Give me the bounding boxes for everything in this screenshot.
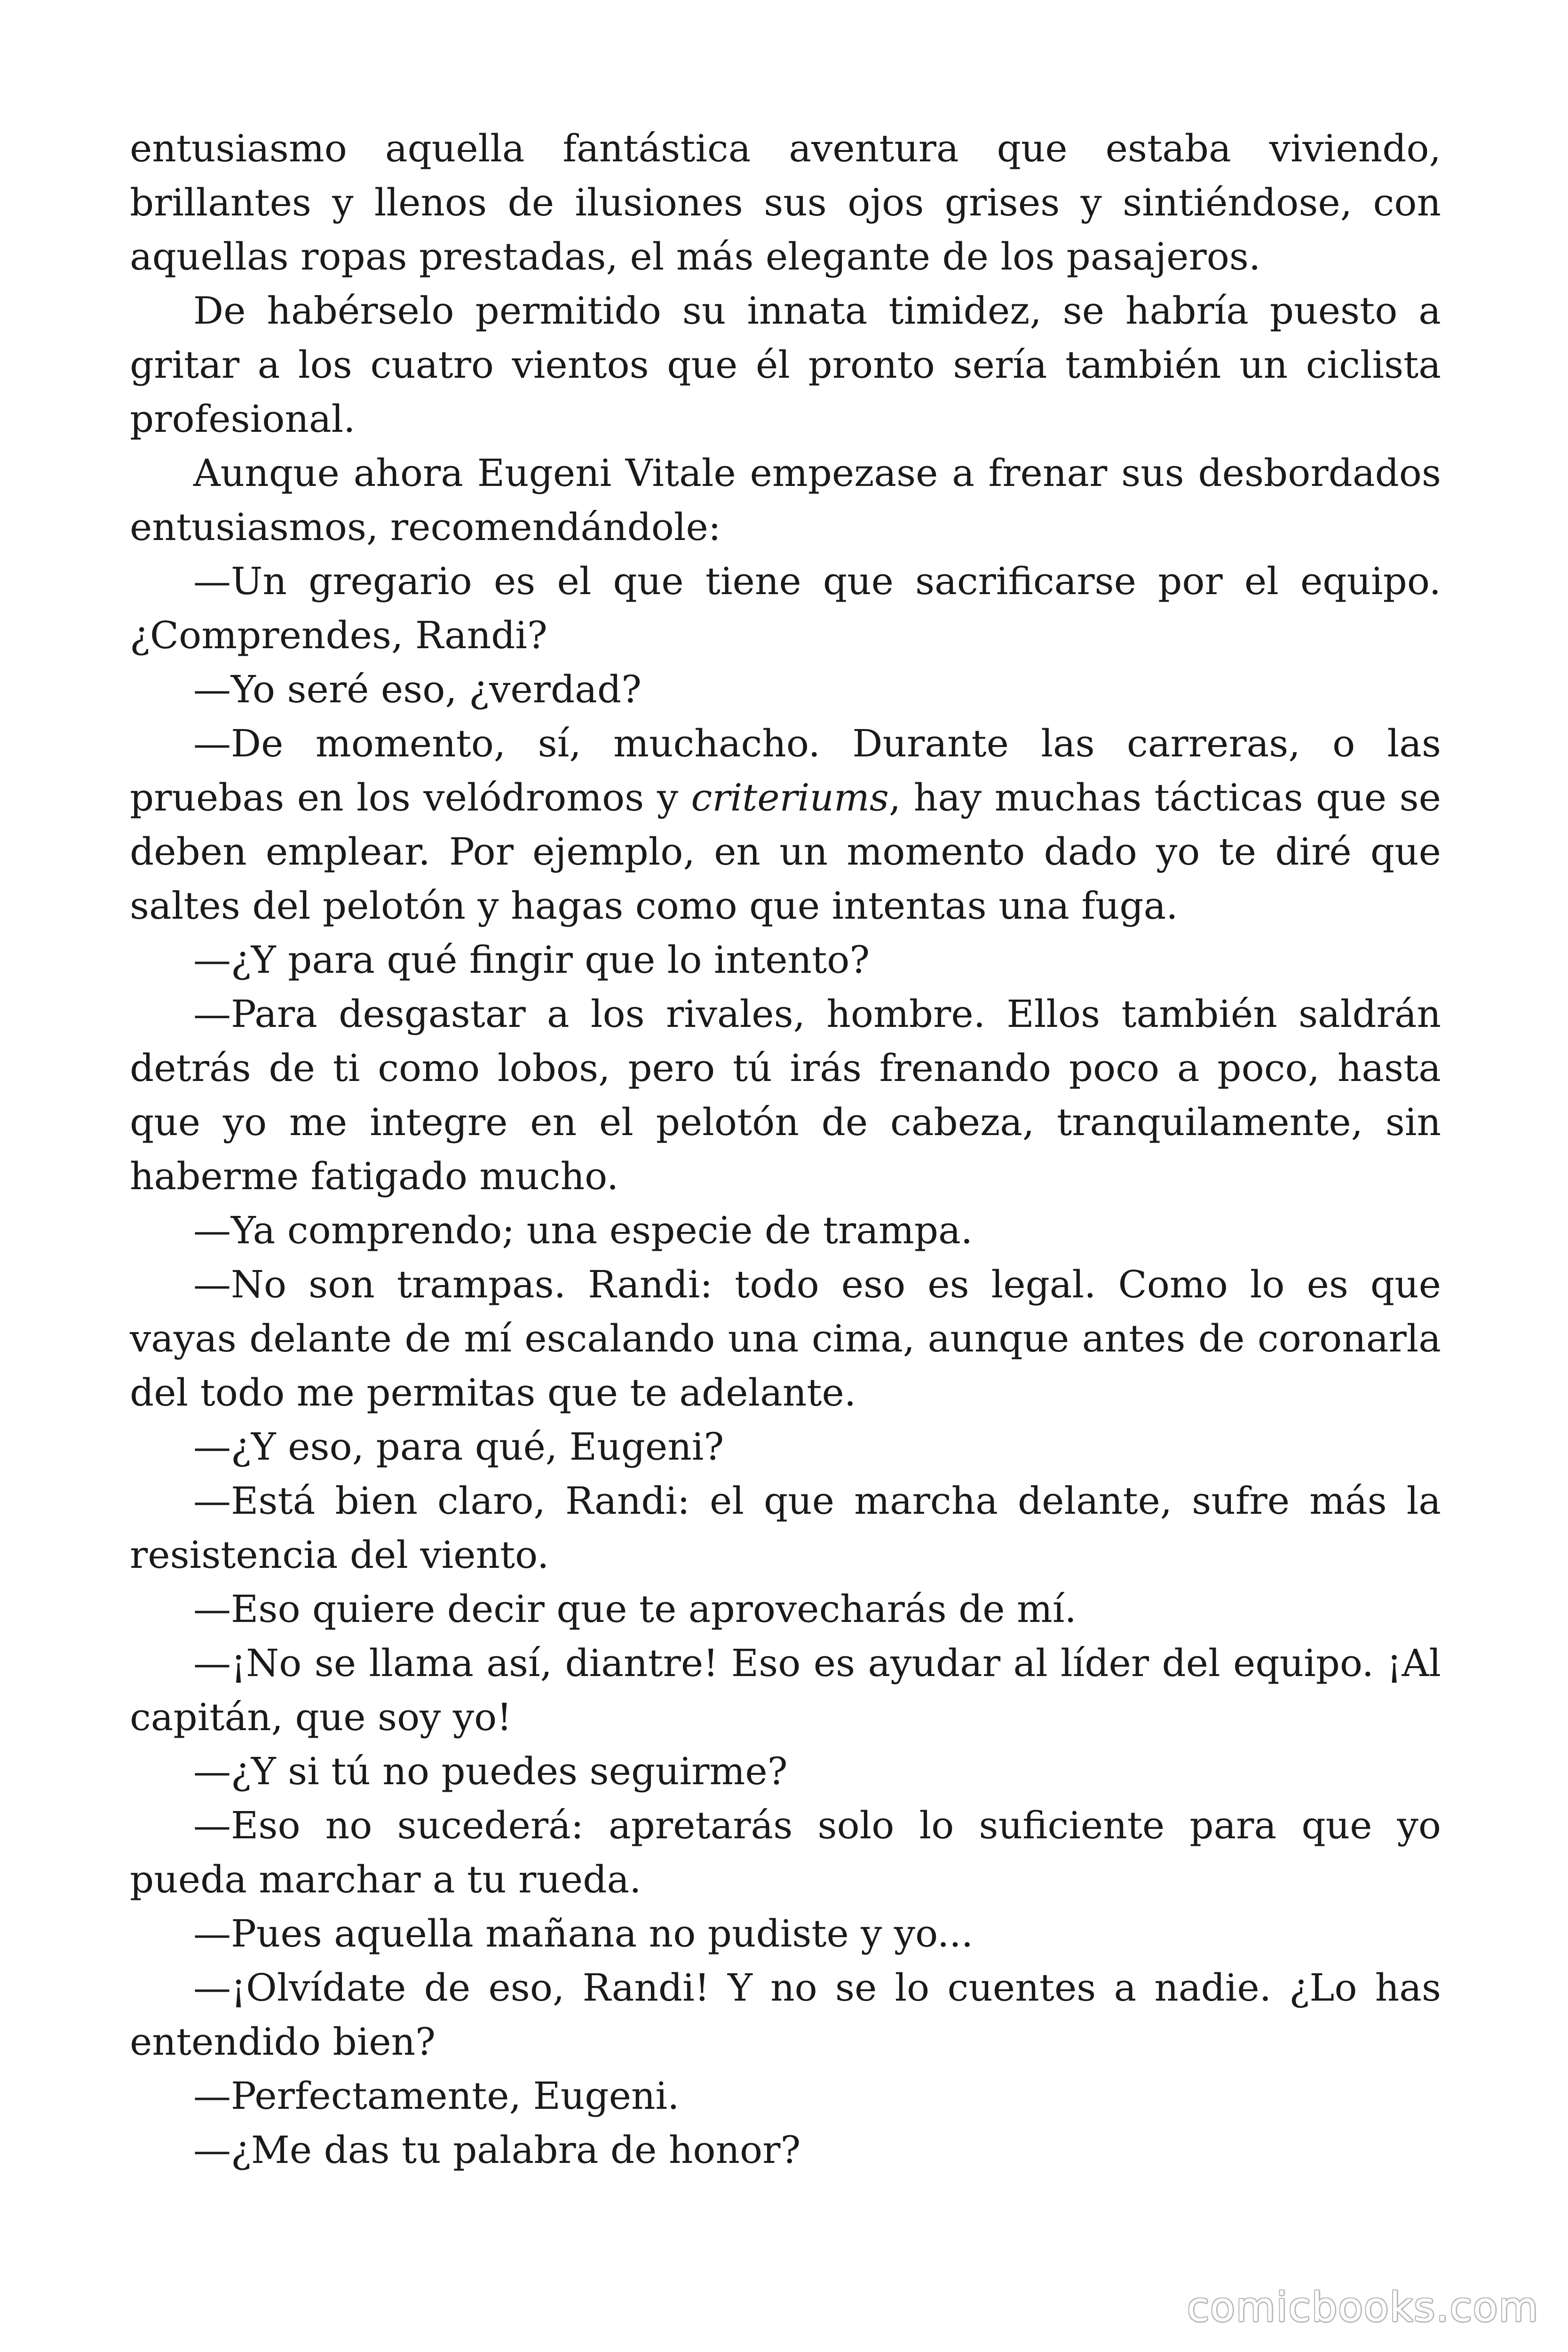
dialogue-line: —Está bien claro, Randi: el que marcha delante, sufre más la resistencia del viento. <box>130 1479 1441 1577</box>
dialogue-line: —Eso quiere decir que te aprovecharás de mí. <box>193 1587 1077 1631</box>
dialogue-line: —¿Y si tú no puedes seguirme? <box>193 1749 788 1793</box>
dialogue-line: —¿Y para qué fingir que lo intento? <box>193 938 870 982</box>
book-page-text <box>130 121 1441 2177</box>
paragraph-1: entusiasmo aquella fantástica aventura que estaba viviendo, brillantes y llenos de ilusiones sus ojos grises y sintiéndose, con aquellas ropas prestadas, el más elegante de los pasajeros. <box>130 127 1441 278</box>
dialogue-line: —Perfectamente, Eugeni. <box>193 2074 680 2118</box>
dialogue-line: —¡No se llama así, diantre! Eso es ayudar al líder del equipo. ¡Al capitán, que soy yo! <box>130 1641 1441 1739</box>
italic-term: criteriums <box>691 776 889 819</box>
dialogue-line: —Para desgastar a los rivales, hombre. Ellos también saldrán detrás de ti como lobos, pero tú irás frenando poco a poco, hasta que yo me integre en el pelotón de cabeza, tranquilamente, sin haberme fatigado mucho. <box>130 992 1441 1198</box>
dialogue-line: —¿Me das tu palabra de honor? <box>193 2128 801 2172</box>
dialogue-text-before-italic: —De momento, sí, muchacho. Durante las carreras, o las pruebas en los velódromos y <box>130 722 1441 819</box>
dialogue-text-after-italic: , hay muchas tácticas que se deben emplear. Por ejemplo, en un momento dado yo te diré que saltes del pelotón y hagas como que intentas una fuga. <box>130 776 1441 928</box>
paragraph-2: De habérselo permitido su innata timidez, se habría puesto a gritar a los cuatro vientos que él pronto sería también un ciclista profesional. <box>130 289 1441 441</box>
watermark-text: comicbooks.com <box>1187 2284 1539 2331</box>
dialogue-line: —Eso no sucederá: apretarás solo lo suficiente para que yo pueda marchar a tu rueda. <box>130 1804 1441 1901</box>
dialogue-line: —No son trampas. Randi: todo eso es legal. Como lo es que vayas delante de mí escalando una cima, aunque antes de coronarla del todo me permitas que te adelante. <box>130 1263 1441 1414</box>
dialogue-line: —¡Olvídate de eso, Randi! Y no se lo cuentes a nadie. ¿Lo has entendido bien? <box>130 1966 1441 2064</box>
paragraph-3: Aunque ahora Eugeni Vitale empezase a frenar sus desbordados entusiasmos, recomendándole: <box>130 451 1441 549</box>
dialogue-line: —Yo seré eso, ¿verdad? <box>193 667 641 711</box>
dialogue-line: —Un gregario es el que tiene que sacrificarse por el equipo. ¿Comprendes, Randi? <box>130 559 1441 657</box>
dialogue-line: —Pues aquella mañana no pudiste y yo... <box>193 1912 974 1955</box>
dialogue-line: —Ya comprendo; una especie de trampa. <box>193 1208 973 1252</box>
dialogue-line-with-italic <box>130 716 1441 933</box>
dialogue-line: —¿Y eso, para qué, Eugeni? <box>193 1425 724 1469</box>
